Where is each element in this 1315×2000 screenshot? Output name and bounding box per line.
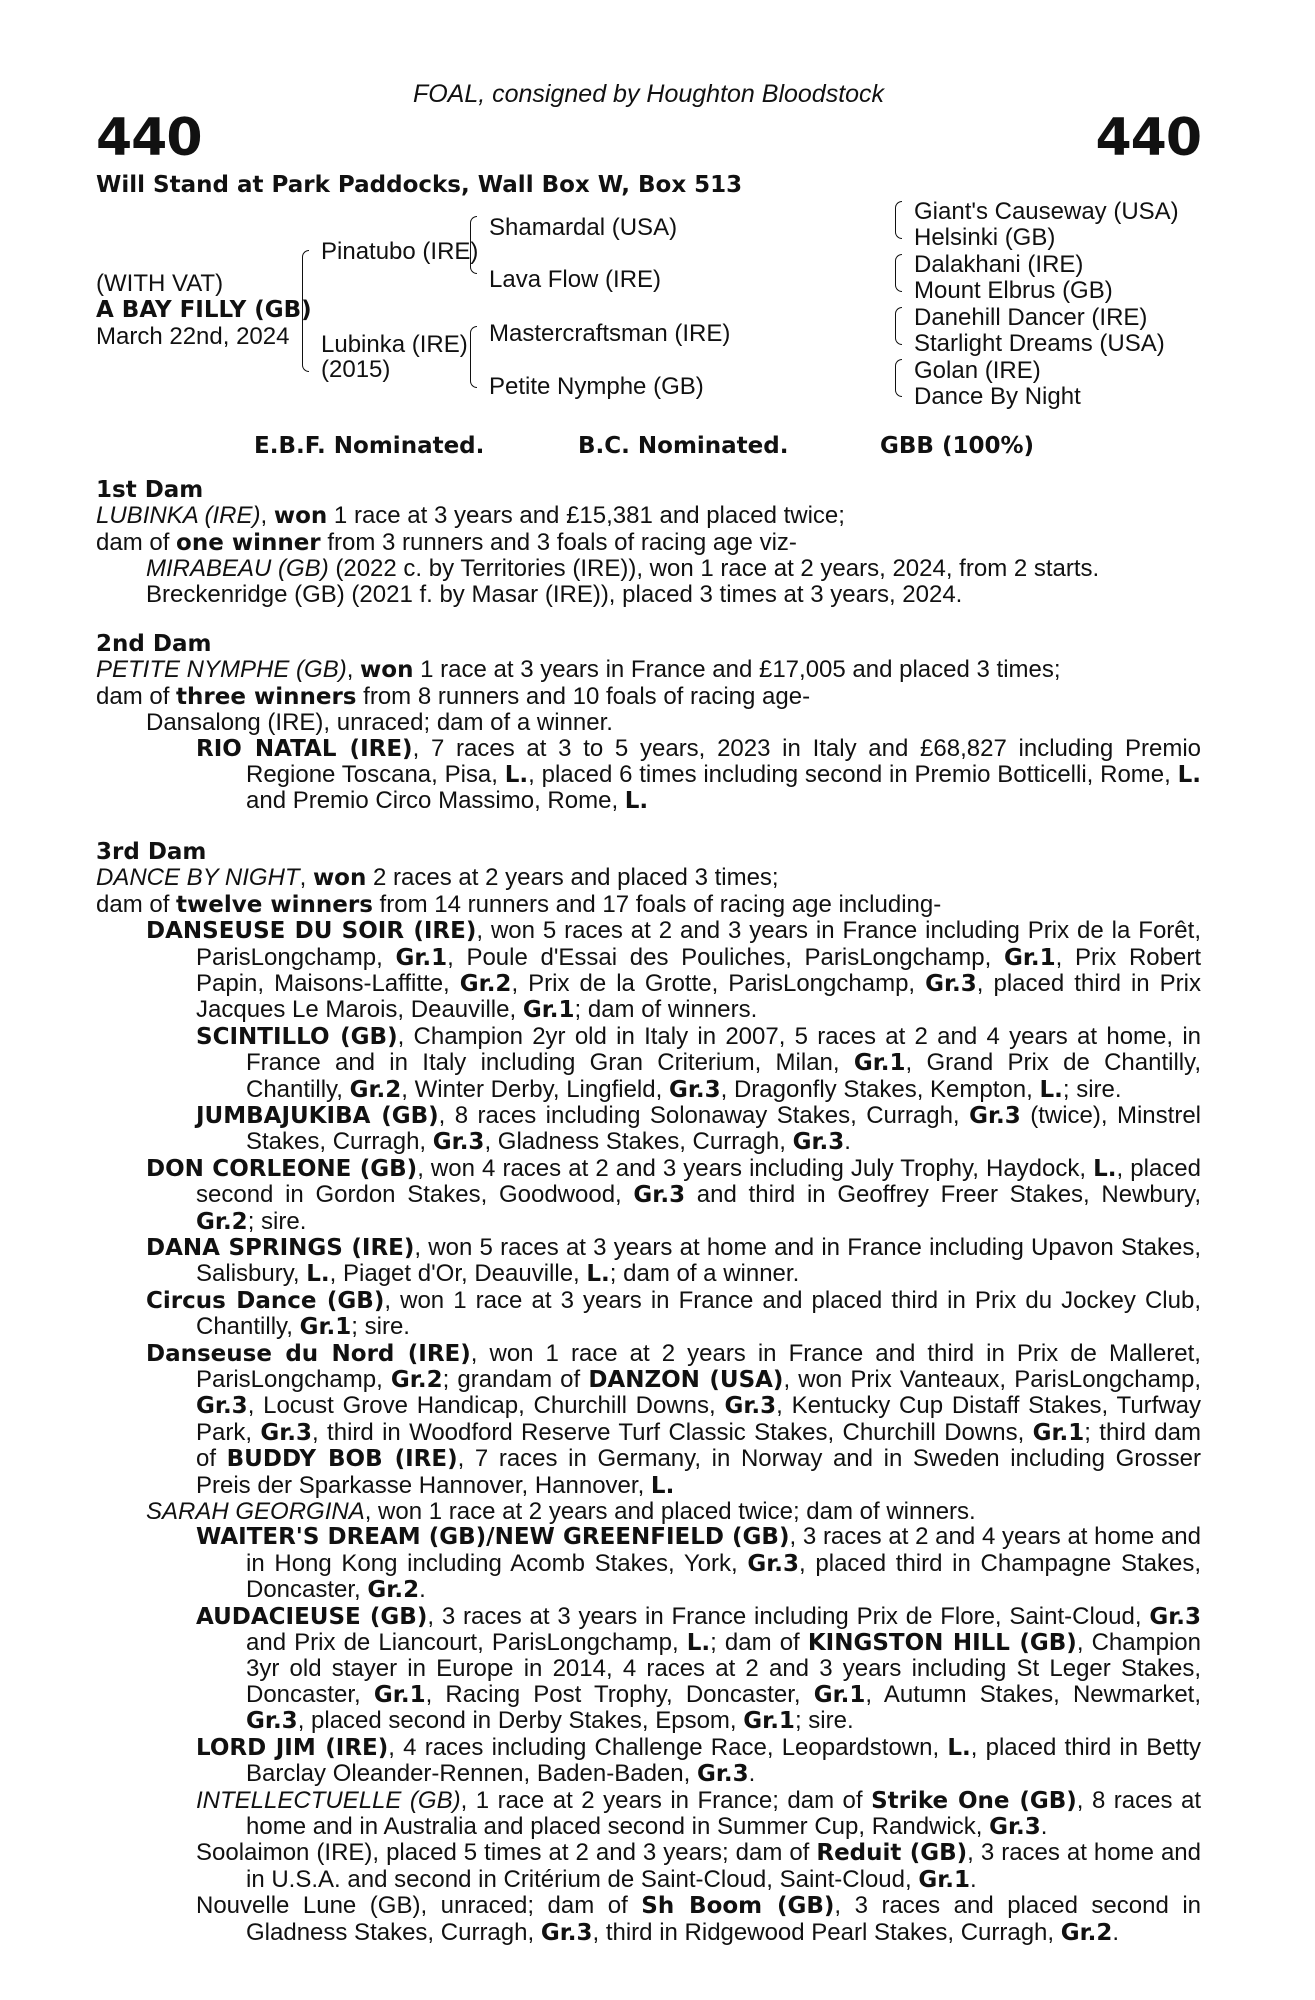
bold-text: Gr.3 [432,1129,485,1156]
text-run: , won Prix Vanteaux, ParisLongchamp, [783,1366,1201,1393]
text-run: ; grandam of [442,1366,589,1393]
section-heading: 1st Dam [96,477,204,503]
pedigree-sss: Giant's Causeway (USA) [914,198,1179,225]
bold-text: Gr.1 [1003,944,1056,971]
bold-text: SCINTILLO (GB) [196,1023,398,1050]
text-run: , 8 races at home and in Australia and placed second in Summer Cup, Randwick, [246,1786,1201,1840]
dam-produce-summary [96,530,1201,556]
bold-text: Gr.2 [196,1208,248,1235]
text-run: , 1 race at 2 years in France; dam of [460,1786,872,1814]
bold-text: Strike One (GB) [871,1787,1077,1814]
text-run: , Champion 3yr old stayer in Europe in 2014, 4 races at 2 and 3 years including St Leger Stakes, Doncaster, [246,1629,1201,1708]
date-of-birth: March 22nd, 2024 [96,323,290,350]
bold-text: DANZON (USA) [588,1367,784,1393]
bold-text: Gr.3 [540,1919,593,1946]
bold-text: Gr.2 [349,1076,402,1103]
text-run: ; sire. [1062,1075,1122,1103]
text-run: , Champion 2yr old in Italy in 2007, 5 races at 2 and 4 years at home, in France and in Italy including Gran Criterium, Milan, [246,1022,1202,1077]
bc-nominated: B.C. Nominated. [578,433,789,459]
text-run: ; dam of a winner. [609,1260,800,1288]
text-run: , Grand Prix de Chantilly, Chantilly, [246,1049,1202,1103]
italic-text: SARAH GEORGINA [146,1498,365,1526]
bold-text: Gr.3 [792,1129,845,1156]
text-run: , 4 races including Challenge Race, Leopardstown, [388,1733,948,1761]
bold-text: Gr.1 [918,1866,971,1893]
pedigree-sdd: Mount Elbrus (GB) [914,277,1113,304]
text-run: , third in Woodford Reserve Turf Classic Stakes, Churchill Downs, [312,1418,1033,1446]
text-run: , won 5 races at 2 and 3 years in France including Prix de la Forêt, ParisLongchamp, [196,917,1201,971]
pedigree-bracket-dam [470,326,477,388]
bold-text: AUDACIEUSE (GB) [196,1603,428,1630]
text-run: , 3 races at home and in U.S.A. and second in Critérium de Saint-Cloud, Saint-Cloud, [246,1839,1201,1893]
bold-text: Gr.1 [743,1708,795,1735]
bold-text: one winner [176,529,321,556]
text-run: , Autumn Stakes, Newmarket, [865,1680,1201,1708]
pedigree-dam-dam: Petite Nymphe (GB) [489,373,704,400]
text-run: , 3 races at 2 and 4 years at home and in Hong Kong including Acomb Stakes, York, [246,1523,1201,1577]
ebf-nominated: E.B.F. Nominated. [254,433,485,459]
pedigree-ssd: Helsinki (GB) [914,224,1056,251]
pedigree-sire-dam: Lava Flow (IRE) [489,266,662,293]
pedigree-dam-sire: Mastercraftsman (IRE) [489,320,731,347]
bold-text: Gr.1 [395,944,448,971]
produce-entry [96,1235,1201,1288]
bold-text: Gr.1 [522,997,575,1024]
bold-text: Gr.3 [969,1102,1021,1129]
text-run: , placed second in Gordon Stakes, Goodwood, [196,1154,1201,1209]
italic-text: MIRABEAU (GB) [146,555,329,583]
bold-text: DANA SPRINGS (IRE) [146,1234,415,1261]
bold-text: Gr.2 [1060,1919,1113,1946]
pedigree-dam-year: (2015) [321,356,391,383]
text-run: , Dragonfly Stakes, Kempton, [720,1075,1040,1103]
lot-number-right: 440 [1095,108,1201,168]
bold-text: Gr.1 [853,1050,906,1077]
third-dam-section [96,840,1201,1946]
text-run: , 7 races at 3 to 5 years, 2023 in Italy and £68,827 including Premio Regione Toscana, Pisa, [246,734,1201,789]
text-run: , placed third in Champagne Stakes, Doncaster, [246,1549,1201,1604]
text-run: dam of [96,890,177,918]
bold-text: won [312,865,367,892]
text-run: . [1112,1918,1120,1946]
pedigree-sire: Pinatubo (IRE) [321,238,479,265]
produce-entry [96,1024,1201,1103]
consignor-line: FOAL, consigned by Houghton Bloodstock [412,80,885,108]
produce-entry [96,1499,1201,1524]
bold-text: Gr.1 [373,1681,426,1708]
text-run: ; third dam of [196,1418,1201,1473]
pedigree-bracket-sire [470,216,477,274]
text-run: , won 1 race at 2 years and placed twice; dam of winners. [364,1498,976,1526]
bold-text: Gr.3 [668,1076,721,1103]
bold-text: DANSEUSE DU SOIR (IRE) [146,918,477,945]
pedigree-dsd: Starlight Dreams (USA) [914,330,1165,357]
catalogue-body [96,478,1201,1946]
text-run: , 3 races at 3 years in France including Prix de Flore, Saint-Cloud, [427,1602,1150,1630]
text-run: from 3 runners and 3 foals of racing age viz- [320,528,797,556]
text-run: , 8 races including Solonaway Stakes, Curragh, [438,1101,970,1129]
pedigree-bracket-ss [895,201,902,239]
text-run: ; dam of winners. [574,996,758,1024]
bold-text: JUMBAJUKIBA (GB) [196,1102,439,1129]
bold-text: Gr.3 [260,1419,313,1446]
text-run: . [748,1760,756,1788]
text-run: , placed 6 times including second in Premio Botticelli, Rome, [528,761,1178,789]
text-run: 2 races at 2 years and placed 3 times; [366,864,779,892]
dam-produce-summary [96,684,1201,710]
dam-race-record: PETITE NYMPHE (GB), won 1 race at 3 years in France and £17,005 and placed 3 times; [96,656,1061,684]
text-run: 1 race at 3 years in France and £17,005 and placed 3 times; [413,656,1061,684]
text-run: . [419,1576,426,1604]
bold-text: twelve winners [176,891,373,918]
section-heading: 3rd Dam [96,838,207,865]
produce-entry [96,736,1201,815]
bold-text: won [273,503,328,530]
text-run: ; sire. [247,1207,307,1235]
produce-entry [96,556,1201,581]
produce-entry [96,1524,1201,1603]
bold-text: Gr.3 [989,1813,1041,1840]
bold-text: L. [1093,1155,1117,1182]
pedigree-dss: Danehill Dancer (IRE) [914,304,1148,331]
text-run: , Racing Post Trophy, Doncaster, [425,1680,814,1708]
text-run: , 3 races and placed second in Gladness Stakes, Curragh, [246,1892,1201,1946]
dam-race-record: LUBINKA (IRE), won 1 race at 3 years and £15,381 and placed twice; [96,502,845,530]
bold-text: three winners [176,683,357,710]
text-run: . [970,1865,977,1893]
produce-entry: Breckenridge (GB) (2021 f. by Masar (IRE)), placed 3 times at 3 years, 2024. [146,580,963,608]
dam-race-record: DANCE BY NIGHT, won 2 races at 2 years and placed 3 times; [96,864,779,892]
pedigree-ddd: Dance By Night [914,383,1081,410]
pedigree-dam: Lubinka (IRE) [321,331,468,358]
text-run: from 14 runners and 17 foals of racing age including- [372,890,942,918]
text-run: , won 1 race at 2 years in France and third in Prix de Malleret, ParisLongchamp, [196,1339,1201,1393]
bold-text: Gr.3 [1149,1603,1201,1630]
text-run: , won 5 races at 3 years at home and in France including Upavon Stakes, Salisbury, [196,1233,1201,1288]
section-heading: 2nd Dam [96,631,212,658]
bold-text: L. [624,788,649,815]
text-run: (2022 c. by Territories (IRE)), won 1 race at 2 years, 2024, from 2 starts. [328,555,1100,583]
text-run: dam of [96,528,177,556]
bold-text: L. [1039,1076,1063,1103]
text-run: and Premio Circo Massimo, Rome, [246,787,625,815]
pedigree-dds: Golan (IRE) [914,357,1041,384]
text-run: , won 1 race at 3 years in France and placed third in Prix du Jockey Club, Chantilly, [196,1286,1201,1341]
text-run: , Winter Derby, Lingfield, [401,1075,669,1103]
bold-text: Gr.1 [1032,1419,1085,1446]
bold-text: RIO NATAL (IRE) [196,735,413,762]
text-run: ; sire. [351,1313,410,1341]
bold-text: L. [586,1261,610,1288]
text-run: , Gladness Stakes, Curragh, [484,1128,793,1156]
bold-text: Gr.2 [459,970,512,997]
text-run: , placed third in Prix Jacques Le Marois, Deauville, [196,969,1201,1024]
text-run: Soolaimon (IRE), placed 5 times at 2 and 3 years; dam of [196,1839,817,1867]
bold-text: L. [1177,762,1201,789]
text-run: Nouvelle Lune (GB), unraced; dam of [196,1892,642,1920]
produce-entry [96,1103,1201,1156]
text-run: , Prix Robert Papin, Maisons-Laffitte, [196,943,1201,997]
second-dam-section [96,632,1201,815]
text-run: , Poule d'Essai des Pouliches, ParisLongchamp, [447,943,1004,971]
gbb-rating: GBB (100%) [880,433,1035,459]
text-run: from 8 runners and 10 foals of racing age- [356,682,811,710]
produce-entry [96,1893,1201,1946]
text-run: and Prix de Liancourt, ParisLongchamp, [246,1629,687,1657]
bold-text: Gr.3 [747,1550,800,1577]
pedigree-sire-sire: Shamardal (USA) [489,214,678,241]
produce-entry [96,1735,1201,1788]
bold-text: LORD JIM (IRE) [196,1734,389,1761]
lot-name: A BAY FILLY (GB) [96,297,312,323]
text-run: , 7 races in Germany, in Norway and in Sweden including Grosser Preis der Sparkasse Hannover, Hannover, [196,1445,1201,1499]
bold-text: L. [650,1472,675,1499]
text-run: dam of [96,682,177,710]
produce-entry [96,918,1201,1024]
bold-text: Gr.2 [390,1367,443,1393]
bold-text: BUDDY BOB (IRE) [226,1446,458,1473]
bold-text: L. [306,1261,330,1288]
pedigree-bracket-ds [895,307,902,345]
bold-text: Gr.1 [813,1681,866,1708]
bold-text: Reduit (GB) [816,1840,968,1867]
first-dam-section [96,478,1201,607]
bold-text: Gr.3 [724,1393,777,1420]
bold-text: Gr.3 [696,1761,749,1788]
bold-text: WAITER'S DREAM (GB)/NEW GREENFIELD (GB) [196,1524,790,1551]
text-run: , placed third in Betty Barclay Oleander-Rennen, Baden-Baden, [246,1733,1201,1788]
pedigree-sds: Dalakhani (IRE) [914,251,1084,278]
bold-text: Gr.3 [633,1182,686,1209]
text-run: . [844,1128,851,1156]
bold-text: L. [947,1734,971,1761]
catalogue-page [96,0,1201,2000]
italic-text: INTELLECTUELLE (GB) [196,1786,461,1814]
text-run: . [1040,1812,1048,1840]
text-run: and third in Geoffrey Freer Stakes, Newbury, [685,1181,1201,1209]
produce-entry: Dansalong (IRE), unraced; dam of a winner. [146,709,613,737]
italic-text: PETITE NYMPHE (GB) [96,656,347,684]
bold-text: won [360,657,414,684]
pedigree-bracket-main [302,250,309,372]
bold-text: KINGSTON HILL (GB) [807,1630,1077,1657]
bold-text: Gr.2 [367,1577,420,1604]
bold-text: L. [504,762,529,789]
produce-entry [96,1788,1201,1841]
text-run: , third in Ridgewood Pearl Stakes, Curragh, [592,1918,1061,1946]
produce-entry [96,1288,1201,1341]
text-run: , Locust Grove Handicap, Churchill Downs, [247,1392,725,1420]
dam-produce-summary [96,892,1201,918]
stand-location: Will Stand at Park Paddocks, Wall Box W, Box 513 [96,172,743,198]
text-run: , placed second in Derby Stakes, Epsom, [297,1707,744,1735]
bold-text: Danseuse du Nord (IRE) [146,1340,471,1367]
text-run: (twice), Minstrel Stakes, Curragh, [246,1101,1201,1156]
bold-text: Sh Boom (GB) [641,1893,835,1920]
text-run: , Piaget d'Or, Deauville, [329,1260,587,1288]
italic-text: DANCE BY NIGHT [96,864,300,892]
lot-number-left: 440 [96,108,202,168]
bold-text: Gr.1 [299,1314,352,1341]
bold-text: Gr.3 [196,1393,248,1420]
bold-text: L. [686,1630,711,1657]
bold-text: DON CORLEONE (GB) [146,1155,418,1182]
produce-entry [96,1604,1201,1735]
vat-note: (WITH VAT) [96,270,224,297]
text-run: , won 4 races at 2 and 3 years including July Trophy, Haydock, [417,1154,1094,1182]
produce-entry [96,1840,1201,1893]
bold-text: Gr.3 [246,1708,298,1735]
produce-entry [96,1156,1201,1235]
pedigree-bracket-dd [895,359,902,397]
bold-text: Gr.3 [925,970,977,997]
produce-entry [96,1341,1201,1499]
text-run: ; sire. [794,1707,854,1735]
text-run: , Kentucky Cup Distaff Stakes, Turfway Park, [196,1392,1202,1446]
text-run: ; dam of [710,1629,808,1657]
text-run: 1 race at 3 years and £15,381 and placed twice; [327,502,845,530]
pedigree-bracket-sd [895,254,902,292]
text-run: , Prix de la Grotte, ParisLongchamp, [511,969,926,997]
italic-text: LUBINKA (IRE) [96,502,261,530]
pedigree-table [96,198,1201,425]
bold-text: Circus Dance (GB) [146,1287,385,1314]
